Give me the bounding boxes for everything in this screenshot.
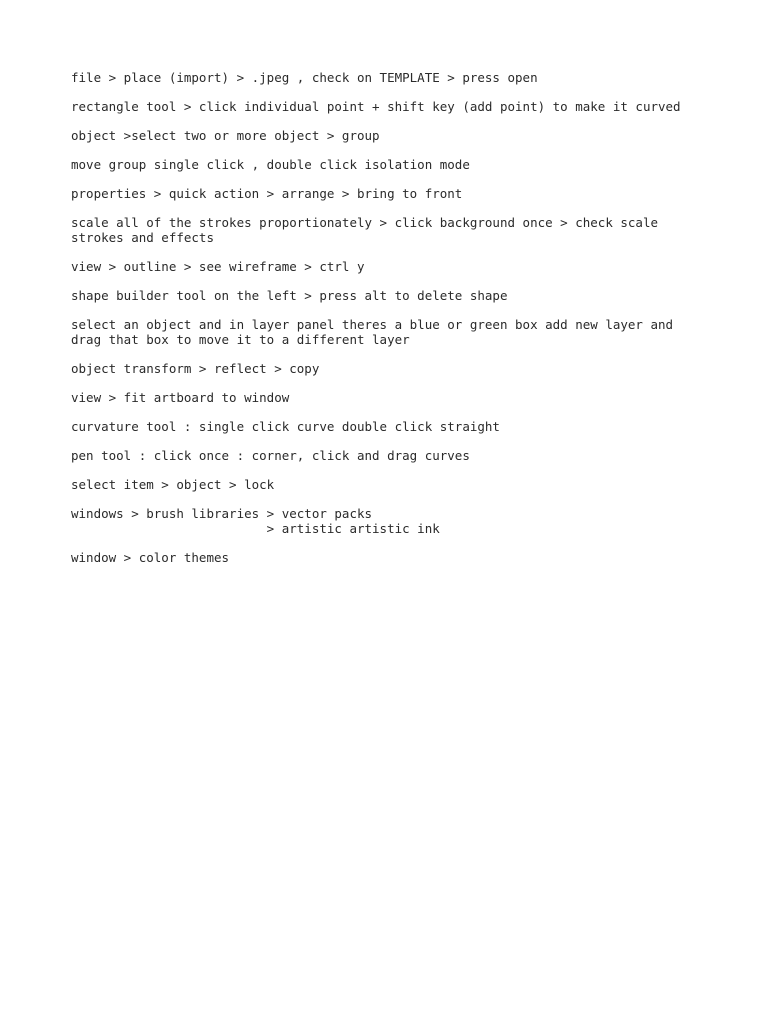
- note-line: object >select two or more object > group: [71, 128, 380, 143]
- note-line: select an object and in layer panel theres a blue or green box add new layer and drag that box to move it to a different layer: [71, 317, 674, 347]
- note-line: file > place (import) > .jpeg , check on TEMPLATE > press open: [71, 70, 538, 85]
- note-line: pen tool : click once : corner, click and drag curves: [71, 448, 470, 463]
- note-line: curvature tool : single click curve double click straight: [71, 419, 500, 434]
- note-line: rectangle tool > click individual point + shift key (add point) to make it curved: [71, 99, 681, 114]
- note-line: windows > brush libraries > vector packs > artistic artistic ink: [71, 506, 440, 536]
- note-line: select item > object > lock: [71, 477, 275, 492]
- note-line: properties > quick action > arrange > bring to front: [71, 186, 463, 201]
- note-line: shape builder tool on the left > press alt to delete shape: [71, 288, 508, 303]
- note-line: move group single click , double click isolation mode: [71, 157, 470, 172]
- note-line: scale all of the strokes proportionately > click background once > check scale strokes and effects: [71, 215, 658, 245]
- note-line: view > fit artboard to window: [71, 390, 290, 405]
- note-line: window > color themes: [71, 550, 230, 565]
- note-line: object transform > reflect > copy: [71, 361, 320, 376]
- note-line: view > outline > see wireframe > ctrl y: [71, 259, 365, 274]
- notes-document: [71, 70, 721, 579]
